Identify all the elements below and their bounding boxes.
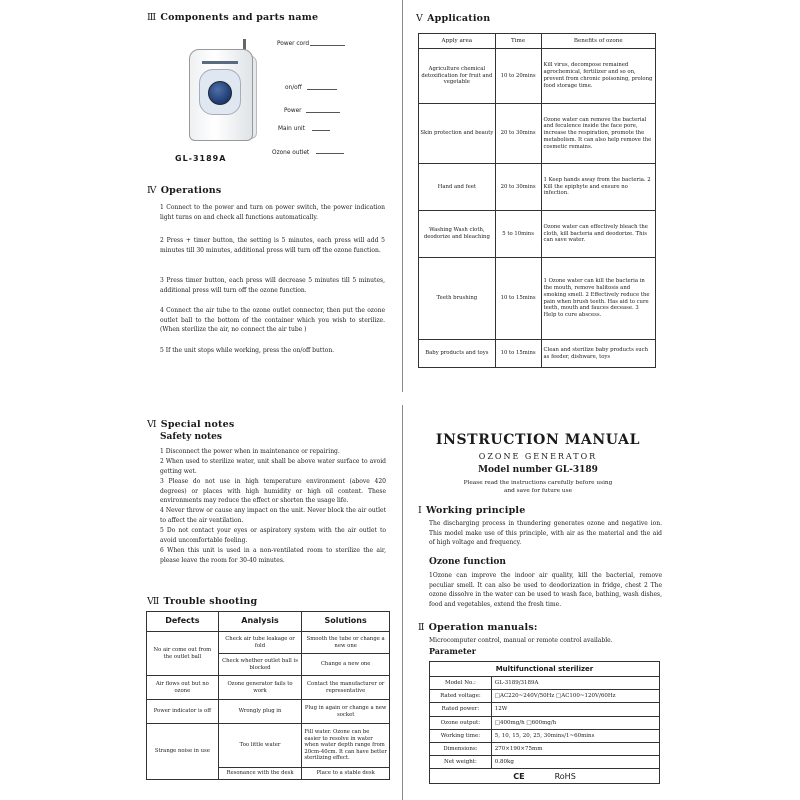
time-cell: 10 to 15mins (495, 258, 541, 340)
callout-line (307, 89, 337, 90)
manual-read-note (403, 479, 673, 495)
working-principle-title-text: Working principle (425, 505, 526, 516)
section-number: Ⅲ (147, 12, 157, 23)
column-header: Time (495, 34, 541, 49)
defect-cell: Air flows out but no ozone (147, 676, 219, 700)
param-label: Model No.: (430, 677, 492, 690)
special-notes-title (147, 419, 234, 430)
ozone-function-title: Ozone function (429, 557, 506, 567)
application-title-text: Application (427, 13, 491, 24)
operation-manuals-title-text: Operation manuals: (428, 622, 538, 633)
table-row (419, 164, 656, 211)
solution-cell: Fill water. Ozone can be easier to resolve in water when water depth range from 20cm-40cm. It can have better sterilizing effect. (302, 724, 390, 768)
analysis-cell: Wrongly plug in (218, 700, 302, 724)
safety-note-5: 5 Do not contact your eyes or aspiratory system with the air outlet to avoid uncomfortable feeling. (160, 527, 386, 544)
analysis-cell: Check air tube leakage or fold (218, 632, 302, 654)
time-cell: 5 to 10mins (495, 211, 541, 258)
model-label: GL-3189A (175, 154, 227, 163)
operations-step-3: 3 Press timer button, each press will decrease 5 minutes till 5 minutes, additional press will turn off the ozone function. (160, 277, 385, 294)
column-header: Apply area (419, 34, 496, 49)
operation-manuals-text: Microcomputer control, manual or remote control available. (429, 637, 613, 644)
benefit-cell: 1 Keep hands away from the bacteria. 2 Kill the epiphyte and ensure no infection. (541, 164, 655, 211)
parameter-title: Parameter (429, 646, 476, 656)
table-row (419, 104, 656, 164)
param-label: Net weight: (430, 756, 492, 769)
safety-note-6: 6 When this unit is used in a non-ventilated room to sterilize the air, please leave the room for 30-40 minutes. (160, 547, 386, 564)
solution-cell: Plug in again or change a new socket (302, 700, 390, 724)
param-value: 270×190×75mm (491, 742, 659, 755)
section-number: Ⅳ (147, 185, 157, 196)
special-notes-title-text: Special notes (160, 419, 235, 430)
section-number: Ⅱ (418, 622, 425, 633)
table-row (419, 211, 656, 258)
trouble-shooting-table (146, 611, 390, 780)
table-row (147, 676, 390, 700)
table-row (430, 690, 660, 703)
table-row (430, 703, 660, 716)
trouble-shooting-title-text: Trouble shooting (163, 596, 258, 607)
time-cell: 10 to 15mins (495, 340, 541, 368)
operation-manuals-title (418, 622, 538, 633)
table-row (430, 769, 660, 784)
table-header-row (419, 34, 656, 49)
table-header-row (147, 612, 390, 632)
analysis-cell: Ozone generator fails to work (218, 676, 302, 700)
param-value: 12W (491, 703, 659, 716)
param-value: □AC220~240V/50Hz □AC100~120V/60Hz (491, 690, 659, 703)
param-label: Dimensions: (430, 742, 492, 755)
read-note-text: Please read the instructions carefully before using and save for future use (463, 480, 613, 494)
safety-note-2: 2 When used to sterilize water, unit shall be above water surface to avoid getting wet. (160, 458, 386, 475)
apply-area-cell: Baby products and toys (419, 340, 496, 368)
table-header-row (430, 662, 660, 677)
defect-cell: No air come out from the outlet ball (147, 632, 219, 676)
parameter-table (429, 661, 660, 784)
benefit-cell: 1 Ozone water can kill the bacteria in the mouth, remove halitosis and smoking smell. 2 Effectively reduce the pain when brush teeth. Has aid to cure teeth, mouth and fauces decease. 3 Help to cure abscess. (541, 258, 655, 340)
manual-subtitle: OZONE GENERATOR (478, 452, 598, 461)
table-row (147, 724, 390, 768)
benefit-cell: Clean and sterilize baby products such as feeder, dishware, toys (541, 340, 655, 368)
solution-cell: Place to a stable desk (302, 768, 390, 780)
time-cell: 20 to 30mins (495, 164, 541, 211)
analysis-cell: Too little water (218, 724, 302, 768)
column-header: Benefits of ozone (541, 34, 655, 49)
table-row (430, 716, 660, 729)
apply-area-cell: Hand and feet (419, 164, 496, 211)
solution-cell: Change a new one (302, 654, 390, 676)
callout-on-off: on/off (285, 85, 302, 91)
operations-step-5: 5 If the unit stops while working, press the on/off button. (160, 347, 335, 354)
manual-model-line: Model number GL-3189 (478, 465, 598, 475)
safety-note-1: 1 Disconnect the power when in maintenance or repairing. (160, 448, 340, 455)
param-value: 0.80kg (491, 756, 659, 769)
operations-title (147, 185, 221, 196)
manual-title: INSTRUCTION MANUAL (435, 432, 641, 448)
param-label: Rated power: (430, 703, 492, 716)
table-row (430, 677, 660, 690)
time-cell: 20 to 30mins (495, 104, 541, 164)
param-label: Rated voltage: (430, 690, 492, 703)
callout-power-cord: Power cord (277, 41, 310, 47)
section-number: Ⅵ (147, 419, 157, 430)
operations-step-4: 4 Connect the air tube to the ozone outlet connector, then put the ozone outlet ball to the bottom of the container which you wish to sterilize. (When sterilize the air, no connect the air tube ) (160, 307, 385, 333)
operations-step-2: 2 Press + timer button, the setting is 5 minutes, each press will add 5 minutes till 30 minutes, additional press will turn off the ozone function. (160, 237, 385, 254)
working-principle-title (418, 505, 526, 516)
components-title-text: Components and parts name (160, 12, 319, 23)
table-row (430, 729, 660, 742)
benefit-cell: Ozone water can effectively bleach the cloth, kill bacteria and deodorize. This can save water. (541, 211, 655, 258)
ce-mark: CE (513, 771, 525, 781)
table-row (430, 756, 660, 769)
apply-area-cell: Washing Wash cloth, deodorize and bleaching (419, 211, 496, 258)
ozone-generator-image (185, 45, 257, 145)
parameter-table-title: Multifunctional sterilizer (430, 662, 660, 677)
column-header: Solutions (302, 612, 390, 632)
param-label: Ozone output: (430, 716, 492, 729)
defect-cell: Strange noise in use (147, 724, 219, 780)
defect-cell: Power indicator is off (147, 700, 219, 724)
page-divider (402, 0, 403, 392)
ozone-function-text: 1Ozone can improve the indoor air quality, kill the bacterial, remove peculiar smell. It can also be used to deodorization in fridge, chest 2 The ozone dissolve in the water can be used to wash face, bathing, wash dishes, food and vegetables, extend the fresh time. (429, 572, 662, 608)
param-value: GL-3189/3189A (491, 677, 659, 690)
components-title (147, 12, 318, 23)
benefit-cell: Kill virus, decompose remained agrochemical, fertilizer and so on, prevent from chronic poisoning, prolong food storage time. (541, 49, 655, 104)
device-dial (208, 81, 232, 105)
rohs-mark: RoHS (554, 771, 576, 781)
operations-title-text: Operations (160, 185, 222, 196)
callout-line (306, 112, 340, 113)
callout-line (316, 153, 344, 154)
column-header: Defects (147, 612, 219, 632)
table-row (419, 49, 656, 104)
param-label: Working time: (430, 729, 492, 742)
table-row (419, 340, 656, 368)
table-row (147, 632, 390, 654)
safety-note-4: 4 Never throw or cause any impact on the unit. Never block the air outlet to affect the air ventilation. (160, 507, 386, 524)
operations-step-1: 1 Connect to the power and turn on power switch, the power indication light turns on and check all functions automatically. (160, 204, 385, 221)
callout-power: Power (284, 108, 302, 114)
section-number: Ⅴ (416, 13, 424, 24)
param-value: □400mg/h □600mg/h (491, 716, 659, 729)
trouble-shooting-title (147, 596, 257, 607)
apply-area-cell: Skin protection and beauty (419, 104, 496, 164)
column-header: Analysis (218, 612, 302, 632)
application-title (416, 13, 490, 24)
certification-row (430, 769, 660, 784)
table-row (419, 258, 656, 340)
callout-line (310, 45, 345, 46)
table-row (430, 742, 660, 755)
solution-cell: Smooth the tube or change a new one (302, 632, 390, 654)
param-value: 5, 10, 15, 20, 25, 30mins/1~60mins (491, 729, 659, 742)
section-number: Ⅶ (147, 596, 160, 607)
solution-cell: Contact the manufacturer or representative (302, 676, 390, 700)
callout-main-unit: Main unit (278, 126, 305, 132)
application-table (418, 33, 656, 368)
working-principle-text: The discharging process in thundering generates ozone and negative ion. This model make use of this principle, with air as the material and the aid of high voltage and frequency. (429, 520, 662, 546)
safety-notes-subtitle: Safety notes (160, 432, 222, 442)
safety-note-3: 3 Please do not use in high temperature environment (above 420 degrees) or places with high humidity or high oil content. These environments may reduce the effect or shorten the usage life. (160, 478, 386, 504)
callout-line (312, 130, 330, 131)
apply-area-cell: Teeth brushing (419, 258, 496, 340)
device-brand-strip (202, 61, 238, 64)
callout-ozone-outlet: Ozone outlet (272, 150, 310, 156)
time-cell: 10 to 20mins (495, 49, 541, 104)
table-row (147, 700, 390, 724)
section-number: Ⅰ (418, 505, 422, 516)
analysis-cell: Check whether outlet ball is blocked (218, 654, 302, 676)
benefit-cell: Ozone water can remove the bacterial and feculence inside the face pore, increase the respiration, promote the metabolism. It can also help remove the cosmetic remains. (541, 104, 655, 164)
apply-area-cell: Agriculture chemical detoxification for fruit and vegetable (419, 49, 496, 104)
analysis-cell: Resonance with the desk (218, 768, 302, 780)
